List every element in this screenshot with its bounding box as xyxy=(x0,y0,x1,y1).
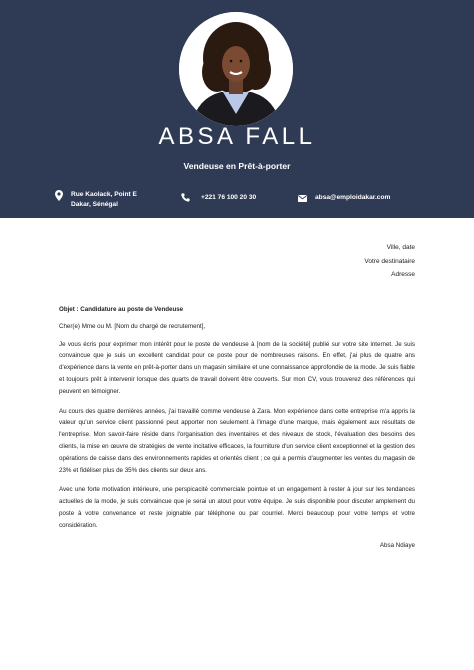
candidate-name: ABSA FALL xyxy=(158,123,316,150)
phone-number: +221 76 100 20 30 xyxy=(201,194,257,201)
job-title: Vendeuse en Prêt-à-porter xyxy=(183,161,291,171)
location-pin-icon xyxy=(55,190,63,205)
signature: Absa Ndiaye xyxy=(379,541,415,549)
letter-paragraph: Je vous écris pour exprimer mon intérêt pour le poste de vendeuse à [nom de la société] publié sur votre site internet. Je suis convaincue que je suis un excellent candidat pour ce poste pour de nombreuses raisons. En effet, j'ai plus de quatre ans d'expérience dans la vente en prêt-à-porter dans un magasin similaire et une connaissance approfondie de la mode. Je suis fiable et toujours prêt à intervenir lorsque des quarts de travail doivent être couverts. Sur mon CV, vous trouverez des références qui peuvent en témoigner. xyxy=(59,340,415,395)
letter-paragraph: Avec une forte motivation intérieure, une perspicacité commerciale pointue et un engagement à rester à jour sur les tendances actuelles de la mode, je suis convaincue que je serai un atout pour votre équipe. Je suis disponible pour discuter amplement du poste à votre convenance et reste joignable par téléphone ou par courriel. Merci beaucoup pour votre temps et votre considération. xyxy=(59,486,415,529)
letter-body xyxy=(59,304,415,551)
profile-photo xyxy=(179,12,293,126)
recipient-name: Votre destinataire xyxy=(364,257,415,265)
recipient-block xyxy=(364,241,415,282)
phone-icon xyxy=(181,193,190,206)
letter-greeting: Cher(e) Mme ou M. [Nom du chargé de recrutement], xyxy=(59,322,206,330)
place-date: Ville, date xyxy=(386,244,415,251)
header-banner xyxy=(0,0,474,218)
letter-paragraph: Au cours des quatre dernières années, j'ai travaillé comme vendeuse à Zara. Mon expérience dans cette entreprise m'a appris la valeur qu'un service client passionné peut apporter non seulement à l'image d'une marque, mais également aux résultats de l'entreprise. Mon savoir-faire réside dans l'organisation des inventaires et des niveaux de stock, l'évaluation des besoins des clients, la mise en œuvre de stratégies de vente incitative efficaces, la fourniture d'un service client exceptionnel et la gestion des opérations de caisse dans des environnements rapides et orientés client ; ce qui a permis d'augmenter les ventes du magasin de 23% et fidéliser plus de 35% des clients sur deux ans. xyxy=(59,407,415,474)
recipient-address: Adresse xyxy=(391,271,415,279)
email-address: absa@emploidakar.com xyxy=(315,194,391,201)
envelope-icon xyxy=(298,193,307,206)
address-line-2: Dakar, Sénégal xyxy=(71,201,118,208)
letter-subject: Objet : Candidature au poste de Vendeuse xyxy=(59,306,184,313)
address-line-1: Rue Kaolack, Point E xyxy=(71,191,137,198)
